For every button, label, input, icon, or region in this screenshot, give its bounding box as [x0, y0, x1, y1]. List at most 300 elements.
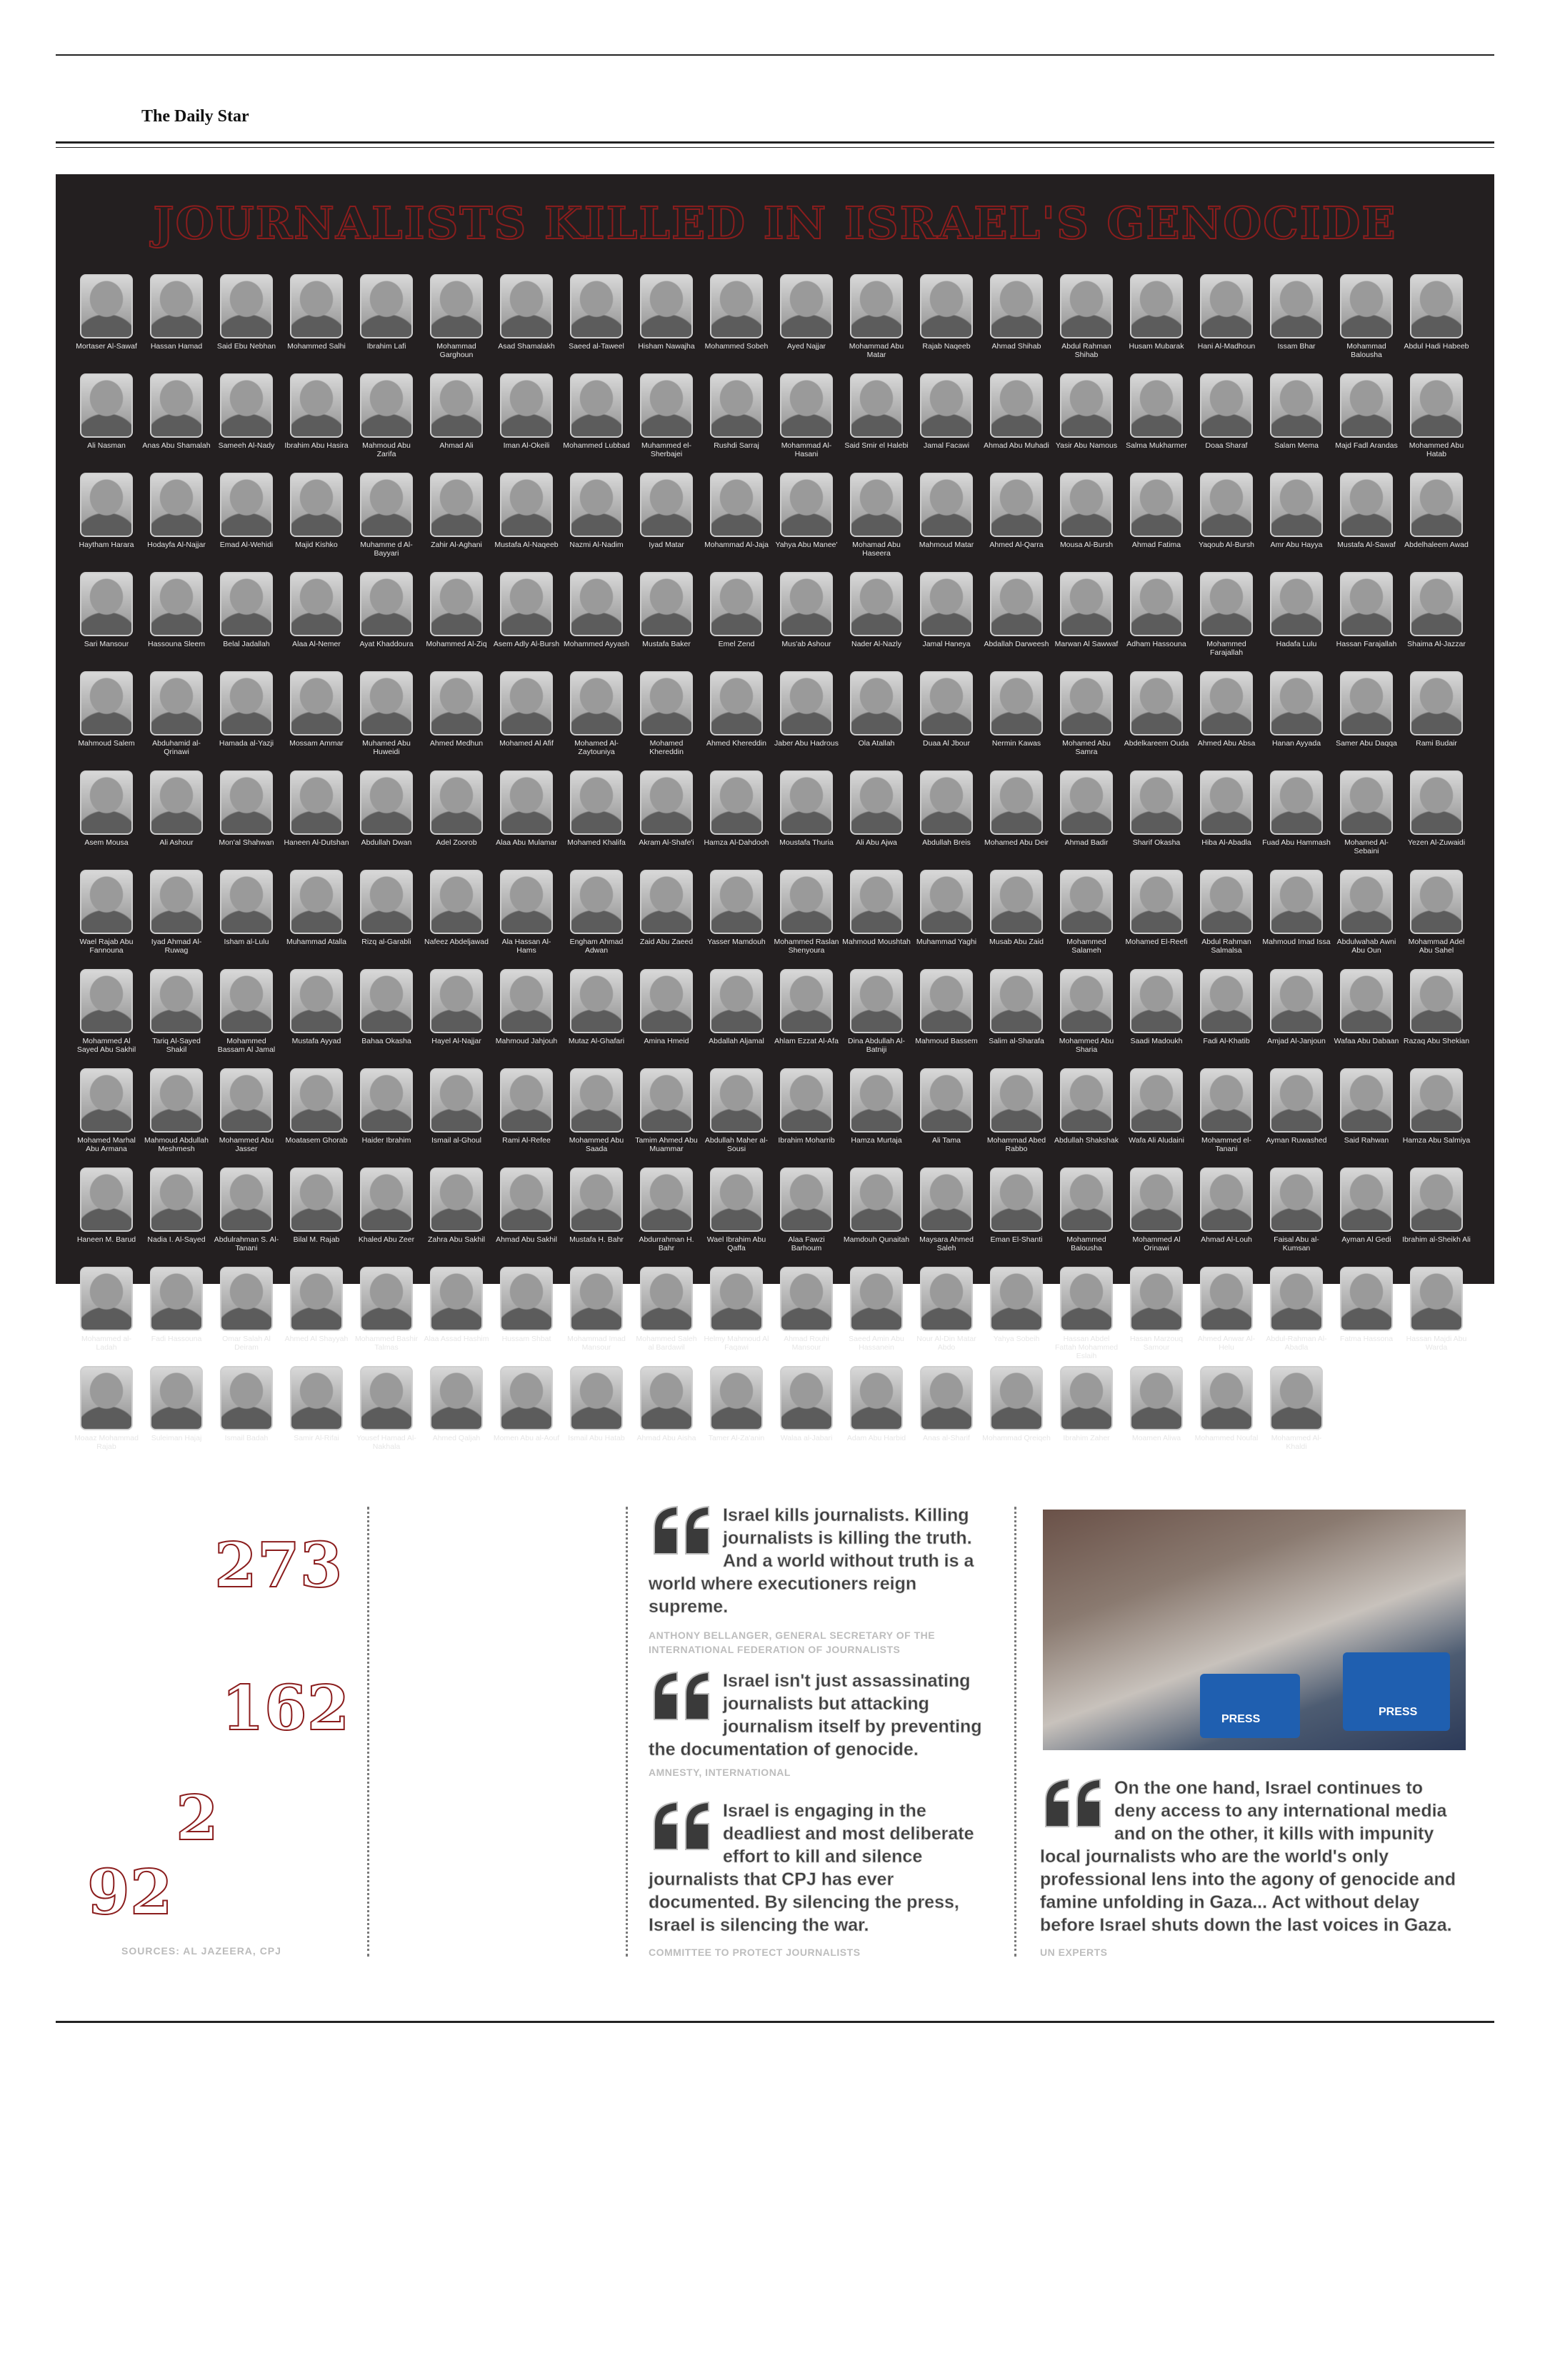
- journalist-name: Muhammad Atalla: [286, 938, 347, 946]
- journalist-portrait: [1200, 274, 1253, 338]
- journalist-card: [911, 770, 981, 870]
- journalist-card: [771, 1068, 841, 1168]
- press-label: PRESS: [1221, 1713, 1261, 1725]
- journalist-name: Hisham Nawajha: [638, 342, 695, 351]
- journalist-card: [491, 373, 561, 473]
- journalist-card: [1261, 572, 1331, 671]
- journalist-name: Anas Abu Shamalah: [142, 441, 211, 450]
- journalist-portrait: [640, 1068, 693, 1133]
- journalist-name: Nader Al-Nazly: [851, 640, 902, 648]
- journalist-name: Khaled Abu Zeer: [358, 1235, 415, 1244]
- journalist-card: [771, 870, 841, 969]
- journalist-name: Fadi Al-Khatib: [1203, 1037, 1250, 1045]
- journalist-card: [1191, 1168, 1261, 1267]
- journalist-portrait: [1340, 572, 1393, 636]
- journalist-card: [1331, 473, 1401, 572]
- journalist-portrait: [1270, 671, 1323, 735]
- journalist-name: Mohammad Imad Mansour: [567, 1335, 626, 1352]
- journalist-card: [141, 671, 211, 770]
- journalist-card: [71, 274, 141, 373]
- journalist-portrait: [640, 572, 693, 636]
- journalist-card: [141, 373, 211, 473]
- journalist-card: [211, 969, 281, 1068]
- stat-4: 92: [87, 1857, 173, 1929]
- journalist-name: Rajab Naqeeb: [922, 342, 971, 351]
- journalist-portrait: [570, 1267, 623, 1331]
- journalist-card: [771, 473, 841, 572]
- journalist-name: Yasir Abu Namous: [1055, 441, 1118, 450]
- journalist-portrait: [500, 1168, 553, 1232]
- journalist-name: Fatma Hassona: [1339, 1335, 1394, 1343]
- journalist-name: Mohamed Khalifa: [567, 838, 626, 847]
- journalist-name: Mohammed Salameh: [1066, 938, 1106, 955]
- journalist-name: Mohammed al-Ladah: [81, 1335, 132, 1352]
- journalist-name: Nermin Kawas: [991, 739, 1041, 748]
- journalist-name: Mohamed Al-Zaytouniya: [574, 739, 619, 756]
- journalist-name: Mohammed Farajallah: [1206, 640, 1246, 657]
- journalist-card: [631, 572, 701, 671]
- journalist-name: Mahmoud Moushtah: [842, 938, 911, 946]
- journalist-card: [561, 1267, 631, 1366]
- bottom-rule: [56, 2021, 1494, 2023]
- journalist-portrait: [150, 1366, 203, 1430]
- journalist-name: Mahmoud Jahjouh: [495, 1037, 558, 1045]
- journalist-name: Moustafa Thuria: [779, 838, 834, 847]
- journalist-portrait: [850, 373, 903, 438]
- journalist-card: [1401, 1068, 1471, 1168]
- journalist-card: [71, 671, 141, 770]
- journalist-portrait: [360, 870, 413, 934]
- journalist-name: Saeed al-Taweel: [569, 342, 624, 351]
- journalist-card: [1401, 373, 1471, 473]
- journalist-card: [421, 1168, 491, 1267]
- journalist-name: Duaa Al Jbour: [923, 739, 970, 748]
- journalist-card: [1121, 870, 1191, 969]
- journalist-portrait: [220, 870, 273, 934]
- journalist-card: [491, 572, 561, 671]
- journalist-name: Mohammed Abu Jasser: [219, 1136, 274, 1153]
- journalist-portrait: [1340, 1068, 1393, 1133]
- journalist-card: [281, 1267, 351, 1366]
- journalist-name: Majid Kishko: [295, 541, 338, 549]
- journalist-name: Ahmad Abu Muhadi: [984, 441, 1049, 450]
- journalist-name: Ahmad Badir: [1064, 838, 1109, 847]
- journalist-name: Faisal Abu al-Kumsan: [1274, 1235, 1319, 1252]
- journalist-portrait: [640, 969, 693, 1033]
- journalist-portrait: [780, 969, 833, 1033]
- journalist-portrait: [150, 671, 203, 735]
- journalist-portrait: [780, 1366, 833, 1430]
- journalist-name: Hassan Farajallah: [1336, 640, 1397, 648]
- journalist-name: Belal Jadallah: [223, 640, 270, 648]
- journalist-portrait: [430, 1068, 483, 1133]
- journalist-name: Tamer Al-Za'anin: [708, 1434, 765, 1442]
- journalist-portrait: [850, 969, 903, 1033]
- journalist-portrait: [220, 1366, 273, 1430]
- journalist-name: Ahmad Abu Sakhil: [496, 1235, 557, 1244]
- journalist-card: [281, 969, 351, 1068]
- journalist-name: Ibrahim Moharrib: [778, 1136, 835, 1145]
- journalist-name: Ayat Khaddoura: [359, 640, 414, 648]
- journalist-card: [351, 969, 421, 1068]
- journalist-name: Nour Al-Din Matar Abdo: [916, 1335, 976, 1352]
- journalist-portrait: [1200, 373, 1253, 438]
- journalist-card: [351, 1366, 421, 1465]
- journalist-card: [1121, 274, 1191, 373]
- journalist-portrait: [990, 1068, 1043, 1133]
- journalist-name: Shaima Al-Jazzar: [1407, 640, 1466, 648]
- journalist-portrait: [360, 1267, 413, 1331]
- journalist-card: [351, 770, 421, 870]
- journalist-name: Mohammed Al Sayed Abu Sakhil: [76, 1037, 136, 1054]
- journalist-card: [911, 373, 981, 473]
- journalist-name: Fuad Abu Hammash: [1262, 838, 1331, 847]
- journalist-portrait: [150, 870, 203, 934]
- journalist-card: [71, 1068, 141, 1168]
- journalist-name: Yaqoub Al-Bursh: [1198, 541, 1255, 549]
- quote-1: [649, 1504, 991, 1618]
- journalist-name: Nadia I. Al-Sayed: [147, 1235, 206, 1244]
- journalist-portrait: [850, 1068, 903, 1133]
- journalist-card: [1051, 1267, 1121, 1366]
- journalist-portrait: [850, 770, 903, 835]
- journalist-portrait: [1270, 373, 1323, 438]
- journalist-portrait: [920, 969, 973, 1033]
- journalist-name: Emel Zend: [718, 640, 755, 648]
- journalist-name: Ayman Ruwashed: [1266, 1136, 1327, 1145]
- journalist-card: [981, 1366, 1051, 1465]
- journalist-card: [701, 969, 771, 1068]
- journalist-card: [911, 473, 981, 572]
- journalist-portrait: [990, 770, 1043, 835]
- journalist-portrait: [990, 1168, 1043, 1232]
- journalist-portrait: [920, 1267, 973, 1331]
- journalist-card: [211, 1068, 281, 1168]
- journalist-name: Hassan Majdi Abu Warda: [1406, 1335, 1467, 1352]
- journalist-card: [351, 572, 421, 671]
- journalist-name: Emad Al-Wehidi: [219, 541, 274, 549]
- journalist-card: [1121, 1068, 1191, 1168]
- journalist-name: Amina Hmeid: [644, 1037, 689, 1045]
- journalist-portrait: [220, 1267, 273, 1331]
- journalist-portrait: [1410, 1068, 1463, 1133]
- journalist-name: Bahaa Okasha: [361, 1037, 411, 1045]
- journalist-card: [561, 671, 631, 770]
- journalist-card: [1331, 870, 1401, 969]
- journalist-name: Ibrahim Zaher: [1063, 1434, 1110, 1442]
- journalist-card: [841, 1267, 911, 1366]
- journalist-card: [1121, 671, 1191, 770]
- journalist-card: [911, 1267, 981, 1366]
- journalist-card: [771, 770, 841, 870]
- journalist-card: [1121, 373, 1191, 473]
- journalist-portrait: [430, 373, 483, 438]
- journalist-name: Sameeh Al-Nady: [218, 441, 275, 450]
- journalist-portrait: [1270, 1168, 1323, 1232]
- journalist-card: [561, 870, 631, 969]
- journalist-name: Engham Ahmad Adwan: [569, 938, 624, 955]
- journalist-portrait: [780, 1267, 833, 1331]
- journalist-name: Ali Nasman: [87, 441, 126, 450]
- journalist-card: [911, 870, 981, 969]
- journalist-card: [281, 1168, 351, 1267]
- journalist-portrait: [290, 969, 343, 1033]
- journalist-card: [141, 1168, 211, 1267]
- masthead-logo: The Daily Star: [141, 107, 249, 126]
- journalist-card: [491, 1366, 561, 1465]
- journalist-card: [141, 572, 211, 671]
- journalist-name: Mohammed Raslan Shenyoura: [774, 938, 839, 955]
- journalist-name: Ali Abu Ajwa: [856, 838, 897, 847]
- journalist-name: Ola Atallah: [858, 739, 895, 748]
- journalist-portrait: [1200, 770, 1253, 835]
- journalist-card: [1261, 770, 1331, 870]
- journalist-name: Salim al-Sharafa: [989, 1037, 1044, 1045]
- journalist-card: [841, 969, 911, 1068]
- journalist-name: Ali Tama: [931, 1136, 961, 1145]
- journalist-portrait: [1410, 870, 1463, 934]
- journalist-name: Wafa Ali Aludaini: [1129, 1136, 1184, 1145]
- journalist-portrait: [990, 473, 1043, 537]
- journalist-portrait: [570, 1168, 623, 1232]
- journalist-portrait: [990, 572, 1043, 636]
- journalist-name: Haider Ibrahim: [361, 1136, 411, 1145]
- journalist-portrait: [1270, 473, 1323, 537]
- journalist-card: [701, 1168, 771, 1267]
- journalist-name: Abdurrahman H. Bahr: [639, 1235, 694, 1252]
- journalist-portrait: [430, 671, 483, 735]
- journalist-portrait: [220, 373, 273, 438]
- journalist-name: Mohammad Al-Hasani: [781, 441, 832, 458]
- journalist-portrait: [150, 274, 203, 338]
- journalist-card: [1191, 572, 1261, 671]
- journalist-portrait: [780, 770, 833, 835]
- journalist-portrait: [1340, 1267, 1393, 1331]
- journalist-portrait: [1060, 274, 1113, 338]
- sources-note: SOURCES: AL JAZEERA, CPJ: [121, 1945, 281, 1957]
- journalist-card: [141, 870, 211, 969]
- journalist-portrait: [500, 1267, 553, 1331]
- journalist-card: [631, 274, 701, 373]
- journalist-card: [981, 870, 1051, 969]
- journalist-name: Muhamed Abu Huweidi: [362, 739, 411, 756]
- journalist-name: Mohamad Abu Haseera: [852, 541, 901, 558]
- journalist-name: Mohammed Salhi: [287, 342, 346, 351]
- journalist-portrait: [780, 274, 833, 338]
- journalist-name: Mohammed Al-Ziq: [426, 640, 487, 648]
- journalist-portrait: [990, 671, 1043, 735]
- journalist-portrait: [360, 1068, 413, 1133]
- journalist-card: [211, 473, 281, 572]
- journalist-name: Mohamed Marhal Abu Armana: [77, 1136, 136, 1153]
- journalist-portrait: [920, 572, 973, 636]
- journalist-portrait: [290, 1168, 343, 1232]
- quote-3: [649, 1799, 999, 1937]
- journalist-portrait: [780, 1068, 833, 1133]
- journalist-card: [561, 1168, 631, 1267]
- journalist-card: [981, 572, 1051, 671]
- journalist-card: [141, 1267, 211, 1366]
- stat-2: 162: [221, 1672, 350, 1744]
- journalist-card: [911, 1366, 981, 1465]
- journalist-card: [631, 770, 701, 870]
- journalist-portrait: [500, 572, 553, 636]
- journalist-portrait: [80, 1366, 133, 1430]
- journalist-card: [1331, 274, 1401, 373]
- journalist-name: Mohamed Abu Deir: [984, 838, 1049, 847]
- journalist-card: [911, 671, 981, 770]
- journalist-card: [491, 671, 561, 770]
- journalist-name: Walaa al-Jabari: [780, 1434, 833, 1442]
- journalist-name: Mohammad Balousha: [1346, 342, 1386, 359]
- journalist-name: Mohammad Qreiqeh: [982, 1434, 1051, 1442]
- journalist-card: [981, 969, 1051, 1068]
- journalist-portrait: [1410, 473, 1463, 537]
- journalist-portrait: [500, 969, 553, 1033]
- journalist-portrait: [1410, 274, 1463, 338]
- journalist-card: [911, 1168, 981, 1267]
- journalist-card: [491, 1168, 561, 1267]
- journalist-portrait: [430, 1267, 483, 1331]
- journalist-name: Rizq al-Garabli: [361, 938, 411, 946]
- journalist-name: Salma Mukharmer: [1126, 441, 1187, 450]
- journalist-card: [211, 1267, 281, 1366]
- journalist-name: Alaa Abu Mulamar: [496, 838, 557, 847]
- journalist-card: [771, 969, 841, 1068]
- journalist-name: Ali Ashour: [159, 838, 194, 847]
- top-rule: [56, 54, 1494, 56]
- press-label: PRESS: [1379, 1706, 1418, 1718]
- journalist-name: Omar Salah Al Deiram: [222, 1335, 271, 1352]
- masthead-rule-1: [56, 141, 1494, 144]
- journalist-name: Mustafa Al-Naqeeb: [494, 541, 559, 549]
- journalist-name: Hussam Shbat: [501, 1335, 551, 1343]
- journalist-card: [1051, 1168, 1121, 1267]
- journalist-name: Helmy Mahmoud Al Faqawi: [704, 1335, 769, 1352]
- journalist-portrait: [220, 1168, 273, 1232]
- journalist-card: [491, 770, 561, 870]
- journalist-card: [281, 770, 351, 870]
- journalist-portrait: [640, 1366, 693, 1430]
- journalist-portrait: [430, 1366, 483, 1430]
- journalist-portrait: [570, 572, 623, 636]
- quote-mark-icon: [1040, 1777, 1106, 1829]
- journalist-portrait: [710, 969, 763, 1033]
- journalist-name: Tariq Al-Sayed Shakil: [152, 1037, 201, 1054]
- journalist-card: [631, 671, 701, 770]
- journalist-portrait: [430, 572, 483, 636]
- journalist-portrait: [1200, 1366, 1253, 1430]
- journalist-card: [421, 1366, 491, 1465]
- journalist-portrait: [80, 671, 133, 735]
- journalist-portrait: [290, 473, 343, 537]
- journalist-name: Ahmed Khereddin: [706, 739, 767, 748]
- journalist-card: [281, 572, 351, 671]
- quote-3-text: Israel is engaging in the deadliest and most deliberate effort to kill and silence journalists that CPJ has ever documented. By silencing the press, Israel is silencing the war.: [649, 1801, 974, 1935]
- news-photo: [1040, 1507, 1469, 1753]
- journalist-card: [351, 373, 421, 473]
- journalist-card: [71, 770, 141, 870]
- journalist-portrait: [990, 373, 1043, 438]
- journalist-name: Abdul Rahman Salmalsa: [1201, 938, 1251, 955]
- journalist-name: Yousef Hamad Al-Nakhala: [356, 1434, 416, 1451]
- journalist-name: Amr Abu Hayya: [1270, 541, 1323, 549]
- journalist-portrait: [1340, 969, 1393, 1033]
- journalist-portrait: [1410, 1168, 1463, 1232]
- journalist-name: Hadafa Lulu: [1276, 640, 1317, 648]
- journalist-card: [281, 1366, 351, 1465]
- journalist-portrait: [220, 770, 273, 835]
- stat-3: 2: [176, 1782, 219, 1854]
- journalist-portrait: [290, 870, 343, 934]
- journalist-portrait: [780, 572, 833, 636]
- journalist-portrait: [570, 1366, 623, 1430]
- quote-1-text: Israel kills journalists. Killing journalists is killing the truth. And a world without truth is a world where executioners reign supreme.: [649, 1505, 974, 1617]
- journalist-card: [911, 572, 981, 671]
- masthead-rule-2: [56, 147, 1494, 148]
- journalist-card: [981, 473, 1051, 572]
- journalist-name: Hamada al-Yazji: [219, 739, 274, 748]
- journalist-portrait: [1270, 274, 1323, 338]
- journalist-card: [1051, 572, 1121, 671]
- journalist-name: Ibrahim al-Sheikh Ali: [1402, 1235, 1471, 1244]
- journalist-grid: [71, 274, 1486, 1465]
- journalist-card: [631, 373, 701, 473]
- journalist-name: Ahmad Shihab: [991, 342, 1041, 351]
- journalist-portrait: [1340, 770, 1393, 835]
- journalist-name: Mohamed Al Afif: [499, 739, 554, 748]
- journalist-card: [1121, 473, 1191, 572]
- journalist-name: Issam Bhar: [1277, 342, 1316, 351]
- journalist-card: [1261, 671, 1331, 770]
- journalist-portrait: [570, 473, 623, 537]
- journalist-portrait: [710, 473, 763, 537]
- journalist-name: Yahya Abu Manee': [775, 541, 838, 549]
- journalist-card: [1401, 1168, 1471, 1267]
- journalist-card: [1331, 373, 1401, 473]
- journalist-name: Maysara Ahmed Saleh: [919, 1235, 974, 1252]
- journalist-portrait: [1130, 473, 1183, 537]
- journalist-portrait: [360, 274, 413, 338]
- journalist-name: Ahmad Ali: [439, 441, 474, 450]
- journalist-portrait: [570, 1068, 623, 1133]
- memorial-board: [56, 174, 1494, 1451]
- journalist-portrait: [80, 969, 133, 1033]
- journalist-card: [71, 1366, 141, 1465]
- journalist-portrait: [220, 671, 273, 735]
- journalist-card: [1261, 969, 1331, 1068]
- journalist-name: Akram Al-Shafe'i: [639, 838, 694, 847]
- journalist-card: [1191, 770, 1261, 870]
- journalist-card: [981, 1267, 1051, 1366]
- journalist-portrait: [430, 770, 483, 835]
- journalist-portrait: [920, 1366, 973, 1430]
- journalist-portrait: [1410, 1267, 1463, 1331]
- journalist-name: Mohammad Abu Matar: [849, 342, 904, 359]
- journalist-name: Ahmed Al Shayyah: [284, 1335, 349, 1343]
- journalist-name: Ahlam Ezzat Al-Afa: [774, 1037, 839, 1045]
- journalist-card: [141, 969, 211, 1068]
- journalist-name: Rushdi Sarraj: [714, 441, 759, 450]
- journalist-portrait: [430, 274, 483, 338]
- journalist-portrait: [290, 1366, 343, 1430]
- journalist-name: Abdallah Darweesh: [984, 640, 1049, 648]
- journalist-card: [1051, 671, 1121, 770]
- journalist-card: [1051, 770, 1121, 870]
- journalist-portrait: [1060, 572, 1113, 636]
- journalist-name: Mamdouh Qunaitah: [843, 1235, 910, 1244]
- quote-1-attribution: ANTHONY BELLANGER, GENERAL SECRETARY OF THE INTERNATIONAL FEDERATION OF JOURNALISTS: [649, 1630, 936, 1655]
